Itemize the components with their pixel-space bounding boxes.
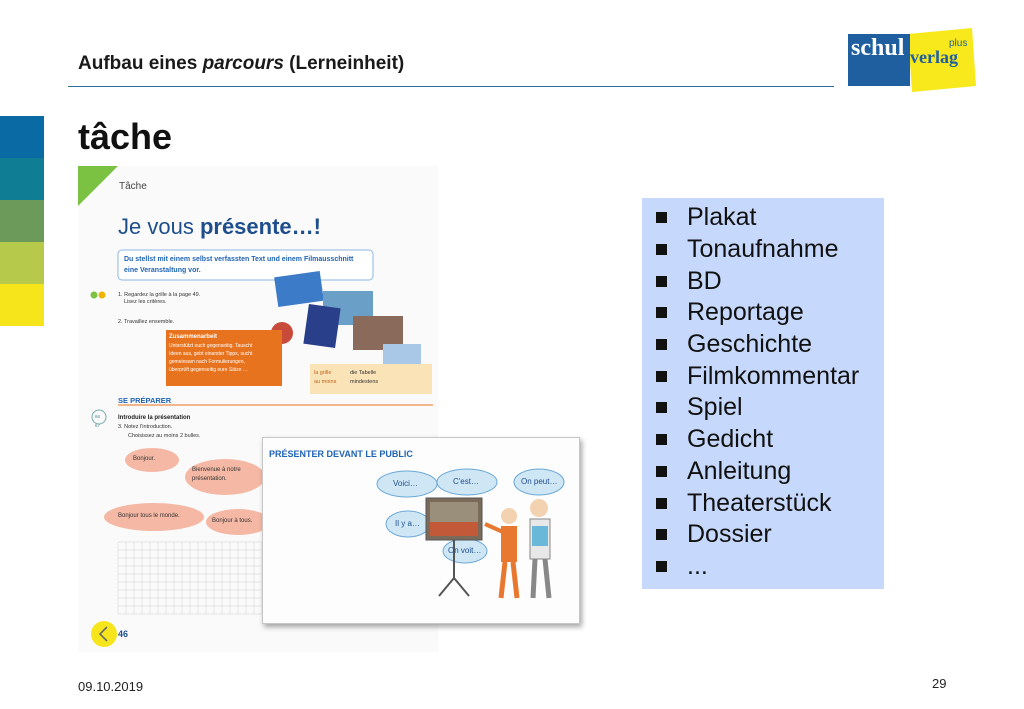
collaboration-box-line-3: gemeinsam nach Formulierungen, bbox=[169, 359, 245, 365]
accent-bar-5 bbox=[0, 284, 44, 326]
logo-super-text: plus bbox=[949, 38, 968, 49]
list-item bbox=[656, 392, 859, 424]
accent-bar-1 bbox=[0, 116, 44, 158]
section-heading: SE PRÉPARER bbox=[118, 396, 172, 405]
square-bullet-icon bbox=[656, 371, 667, 382]
list-item bbox=[656, 297, 859, 329]
list-item bbox=[656, 234, 859, 266]
footer-page-number: 29 bbox=[932, 676, 947, 691]
square-bullet-icon bbox=[656, 307, 667, 318]
list-item-label: Spiel bbox=[687, 393, 743, 422]
list-item bbox=[656, 360, 859, 392]
task-types-list bbox=[656, 202, 859, 582]
collaboration-box-line-2: Ideen aus, gebt einander Tipps, sucht bbox=[169, 351, 253, 357]
header-divider bbox=[68, 86, 834, 87]
photo-1 bbox=[274, 271, 324, 307]
grille-term-2: au moins bbox=[314, 379, 337, 385]
list-item bbox=[656, 202, 859, 234]
collaboration-box-line-1: Unterstützt euch gegenseitig. Tauscht bbox=[169, 343, 253, 349]
book-heading bbox=[118, 214, 321, 240]
book-step-1b: Lisez les critères. bbox=[124, 299, 167, 305]
collaboration-box-line-4: überprüft gegenseitig eure Sätze … bbox=[169, 367, 248, 373]
book-step-1: 1. Regardez la grille à la page 49. bbox=[118, 292, 201, 298]
book-intro-text: Du stellst mit einem selbst verfassten Text und einem Filmausschnitt eine Veranstaltung vor. bbox=[124, 256, 354, 274]
square-bullet-icon bbox=[656, 529, 667, 540]
presenter-1-body bbox=[501, 526, 517, 562]
popup-bubble-3: On peut… bbox=[521, 477, 558, 486]
presentation-illustration bbox=[262, 437, 580, 624]
book-bubble-3: Bonjour tous le monde. bbox=[118, 513, 180, 519]
collaboration-box-title: Zusammenarbeit bbox=[169, 334, 218, 340]
writing-grid bbox=[118, 542, 268, 614]
book-bubble-2: Bienvenue à notre présentation. bbox=[192, 467, 241, 482]
grille-translation: die Tabelle bbox=[350, 370, 377, 376]
list-item bbox=[656, 329, 859, 361]
screen-photo-crowd bbox=[430, 522, 478, 536]
book-step-2: 2. Travaillez ensemble. bbox=[118, 319, 175, 325]
list-item-label: Dossier bbox=[687, 520, 772, 549]
task-types-panel bbox=[642, 198, 884, 589]
header-title-italic: parcours bbox=[202, 53, 284, 74]
slide-title: tâche bbox=[78, 116, 173, 157]
accent-bar-2 bbox=[0, 158, 44, 200]
book-step-3b: Choisissez au moins 2 bulles. bbox=[128, 433, 201, 439]
dot-yellow bbox=[99, 292, 106, 299]
presenter-2-head bbox=[530, 499, 548, 517]
list-item-label: Filmkommentar bbox=[687, 361, 860, 390]
list-item bbox=[656, 487, 859, 519]
dot-green bbox=[91, 292, 98, 299]
accent-bar-3 bbox=[0, 200, 44, 242]
list-item-label: Gedicht bbox=[687, 425, 774, 454]
presenter-2-shirt bbox=[532, 526, 548, 546]
book-page-number: 46 bbox=[118, 629, 129, 639]
popup-bubble-2: C'est… bbox=[453, 477, 479, 486]
header-title-start: Aufbau eines bbox=[78, 53, 203, 74]
list-item-label: Theaterstück bbox=[687, 488, 832, 517]
presenter-2-leg-1 bbox=[533, 559, 535, 598]
photo-tablet bbox=[303, 304, 340, 348]
book-step-3: 3. Notez l'introduction. bbox=[118, 424, 173, 430]
grille-translation-2: mindestens bbox=[350, 379, 379, 385]
logo-right-text: verlag bbox=[910, 47, 958, 67]
book-label: Tâche bbox=[119, 181, 147, 192]
list-item-label: Tonaufnahme bbox=[687, 235, 839, 264]
presenter-1-arm bbox=[485, 524, 503, 532]
corner-tab-shape bbox=[78, 166, 118, 206]
schulverlag-logo bbox=[848, 28, 978, 94]
square-bullet-icon bbox=[656, 212, 667, 223]
header-title-end: (Lerneinheit) bbox=[283, 53, 405, 74]
popup-bubble-4: Il y a… bbox=[395, 519, 420, 528]
grille-term: la grille bbox=[314, 370, 332, 376]
book-bubble-4: Bonjour à tous. bbox=[212, 518, 253, 524]
square-bullet-icon bbox=[656, 466, 667, 477]
book-heading-start: Je vous bbox=[118, 214, 200, 239]
square-bullet-icon bbox=[656, 402, 667, 413]
footer-date: 09.10.2019 bbox=[78, 679, 144, 694]
list-item-label: BD bbox=[687, 266, 722, 295]
list-item-label: Anleitung bbox=[687, 456, 792, 485]
slide-header-title bbox=[78, 53, 404, 75]
book-bubble-1: Bonjour. bbox=[133, 456, 156, 462]
list-item bbox=[656, 551, 859, 583]
list-item-label: Reportage bbox=[687, 298, 804, 327]
page-marker-66: 66 bbox=[95, 414, 101, 419]
list-item bbox=[656, 265, 859, 297]
list-item bbox=[656, 456, 859, 488]
popup-title: PRÉSENTER DEVANT LE PUBLIC bbox=[269, 449, 413, 459]
presenter-1-leg-2 bbox=[513, 562, 517, 598]
presenter-2-leg-2 bbox=[545, 559, 549, 598]
square-bullet-icon bbox=[656, 276, 667, 287]
accent-bar-4 bbox=[0, 242, 44, 284]
square-bullet-icon bbox=[656, 561, 667, 572]
page-marker-67: 67 bbox=[95, 423, 101, 428]
presenter-1-leg-1 bbox=[501, 562, 505, 598]
list-item bbox=[656, 519, 859, 551]
book-heading-bold: présente…! bbox=[199, 214, 321, 239]
easel-leg-2 bbox=[454, 578, 469, 596]
popup-bubble-5: On voit… bbox=[448, 546, 482, 555]
easel-leg-1 bbox=[439, 578, 454, 596]
list-item-label: ... bbox=[687, 551, 708, 580]
book-subheading: Introduire la présentation bbox=[118, 415, 191, 421]
list-item bbox=[656, 424, 859, 456]
presenter-1-head bbox=[501, 508, 517, 524]
popup-bubble-1: Voici… bbox=[393, 479, 418, 488]
square-bullet-icon bbox=[656, 434, 667, 445]
list-item-label: Geschichte bbox=[687, 330, 813, 359]
square-bullet-icon bbox=[656, 339, 667, 350]
page-nav-circle bbox=[91, 621, 117, 647]
logo-left-text: schul bbox=[851, 35, 905, 61]
square-bullet-icon bbox=[656, 244, 667, 255]
list-item-label: Plakat bbox=[687, 203, 757, 232]
square-bullet-icon bbox=[656, 498, 667, 509]
